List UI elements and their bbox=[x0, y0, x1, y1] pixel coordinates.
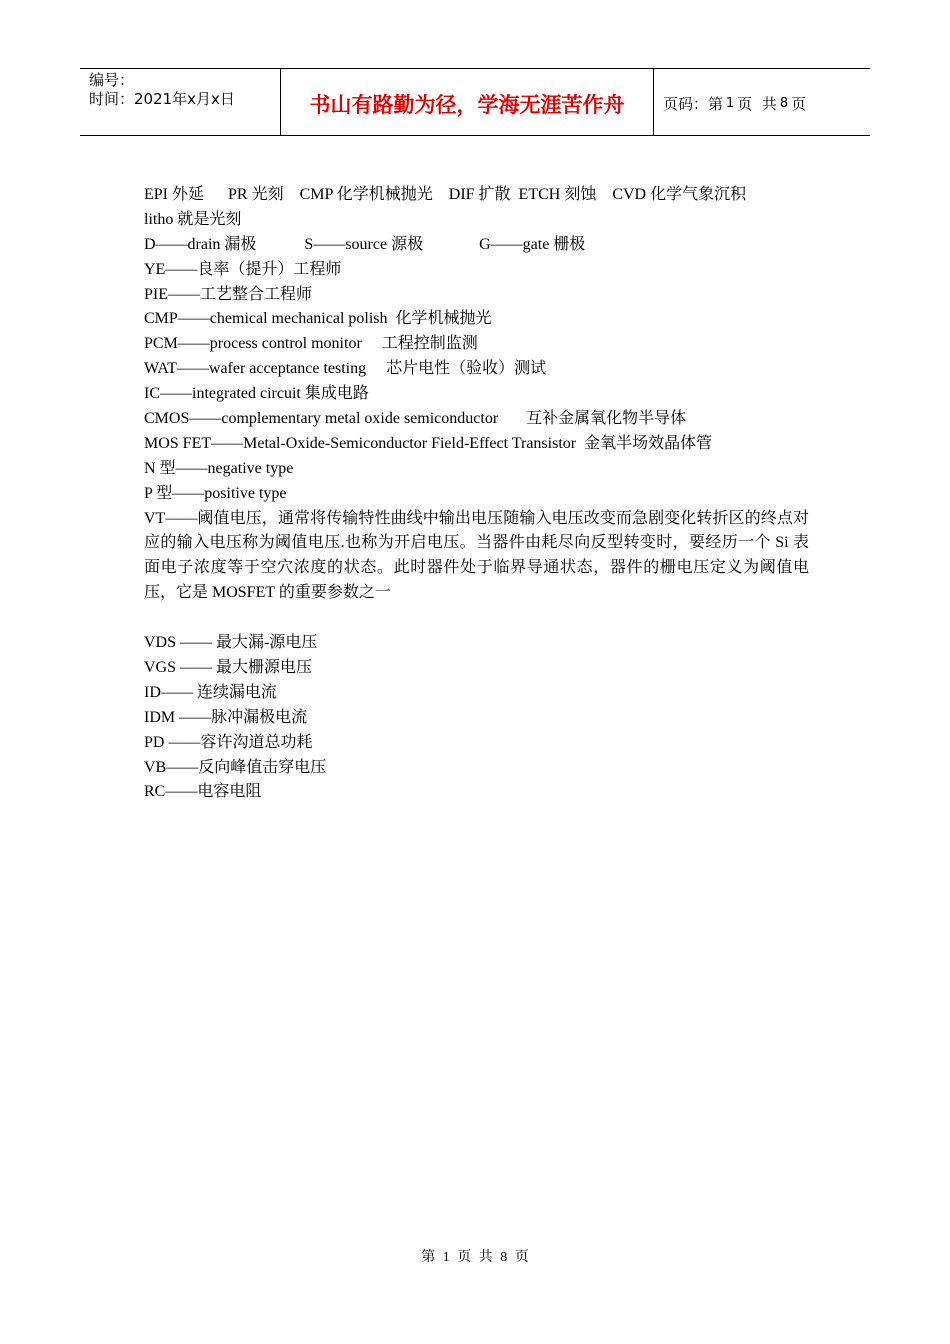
footer-mid1: 页 bbox=[457, 1250, 472, 1265]
term-line: WAT——wafer acceptance testing 芯片电性（验收）测试 bbox=[144, 360, 547, 378]
footer-current-page: 1 bbox=[442, 1250, 450, 1265]
footer-mid2: 共 bbox=[478, 1250, 493, 1265]
header-page-total: 8 bbox=[779, 95, 789, 111]
header-info-cell bbox=[80, 69, 281, 135]
param-line: RC——电容电阻 bbox=[144, 783, 262, 801]
header-page-cell bbox=[654, 69, 870, 135]
header-page-mid: 页 共 bbox=[737, 94, 777, 113]
param-line: VDS —— 最大漏-源电压 bbox=[144, 634, 318, 652]
footer-prefix: 第 bbox=[421, 1250, 436, 1265]
header-page-current: 1 bbox=[726, 95, 735, 111]
param-line: VB——反向峰值击穿电压 bbox=[144, 758, 327, 776]
term-line: EPI 外延 PR 光刻 CMP 化学机械抛光 DIF 扩散 ETCH 刻蚀 CVD 化学气象沉积 bbox=[144, 186, 747, 203]
vt-paragraph: VT——阈值电压，通常将传输特性曲线中输出电压随输入电压改变而急剧变化转折区的终点对应的输入电压称为阈值电压.也称为开启电压。当器件由耗尽向反型转变时，要经历一个 Si 表面电子浓度等于空穴浓度的状态。此时器件处于临界导通状态，器件的栅电压定义为阈值电压，它是 MOSFET 的重要参数之一 bbox=[144, 509, 809, 602]
header-table bbox=[80, 68, 870, 136]
document-body bbox=[144, 183, 809, 805]
header-page-suffix: 页 bbox=[791, 94, 807, 113]
header-time-label: 时间：2021年x月x日 bbox=[89, 90, 235, 108]
header-page-prefix: 页码：第 bbox=[663, 94, 724, 113]
term-line: litho 就是光刻 bbox=[144, 210, 242, 228]
term-line: P 型——positive type bbox=[144, 484, 287, 502]
term-line: CMP——chemical mechanical polish 化学机械抛光 bbox=[144, 310, 492, 328]
footer-total-pages: 8 bbox=[500, 1250, 508, 1265]
term-line: YE——良率（提升）工程师 bbox=[144, 260, 342, 278]
param-line: IDM ——脉冲漏极电流 bbox=[144, 708, 308, 726]
term-line: D——drain 漏极 S——source 源极 G——gate 栅极 bbox=[144, 235, 586, 253]
footer-suffix: 页 bbox=[514, 1250, 529, 1265]
header-number-label: 编号： bbox=[89, 71, 135, 89]
term-line: MOS FET——Metal-Oxide-Semiconductor Field-Effect Transistor 金氧半场效晶体管 bbox=[144, 434, 713, 452]
param-line: PD ——容许沟道总功耗 bbox=[144, 733, 313, 751]
term-line: PCM——process control monitor 工程控制监测 bbox=[144, 335, 478, 353]
term-line: PIE——工艺整合工程师 bbox=[144, 285, 313, 303]
term-line: CMOS——complementary metal oxide semiconductor 互补金属氧化物半导体 bbox=[144, 410, 687, 428]
header-motto-cell bbox=[281, 69, 654, 135]
term-line: N 型——negative type bbox=[144, 459, 294, 477]
page-footer bbox=[0, 1246, 950, 1266]
param-line: ID—— 连续漏电流 bbox=[144, 683, 277, 701]
header-motto: 书山有路勤为径，学海无涯苦作舟 bbox=[309, 93, 625, 117]
param-line: VGS —— 最大栅源电压 bbox=[144, 658, 313, 676]
blank-line bbox=[144, 606, 809, 631]
term-line: IC——integrated circuit 集成电路 bbox=[144, 385, 369, 403]
